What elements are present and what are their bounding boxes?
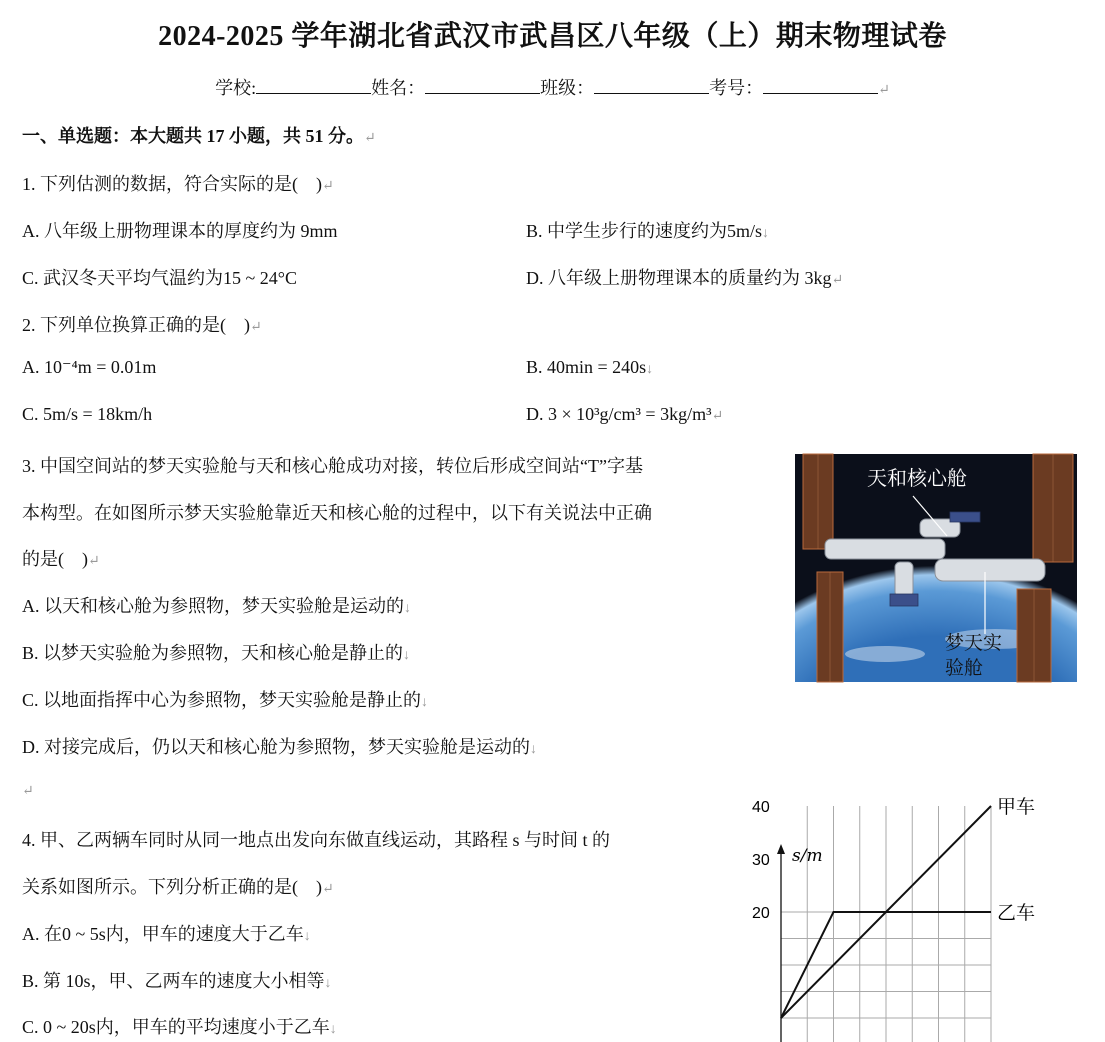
section-heading: 一、单选题：本大题共 17 小题，共 51 分。↵ xyxy=(22,126,376,146)
student-info-line xyxy=(0,74,1105,100)
question-4-stem-line-1: 4. 甲、乙两辆车同时从同一地点出发向东做直线运动，其路程 s 与时间 t 的 xyxy=(22,830,611,850)
name-blank xyxy=(425,79,540,94)
y-tick-label: 40 xyxy=(752,799,770,816)
y-tick-label: 30 xyxy=(752,852,770,869)
school-blank xyxy=(256,79,371,94)
empty-paragraph: ↵ xyxy=(22,784,34,799)
question-4-option-b: B. 第 10s，甲、乙两车的速度大小相等↓ xyxy=(22,971,332,991)
page-title: 2024-2025 学年湖北省武汉市武昌区八年级（上）期末物理试卷 xyxy=(158,21,947,52)
series-label-jia: 甲车 xyxy=(997,796,1036,818)
question-2-option-c: C. 5m/s = 18km/h xyxy=(22,404,153,424)
question-4-stem-line-2: 关系如图所示。下列分析正确的是( )↵ xyxy=(22,877,334,897)
question-3-option-a: A. 以天和核心舱为参照物，梦天实验舱是运动的↓ xyxy=(22,596,411,616)
school-label: 学校: xyxy=(215,78,257,98)
question-1-option-a: A. 八年级上册物理课本的厚度约为 9mm xyxy=(22,221,338,241)
name-label: 姓名： xyxy=(371,78,426,98)
question-4-option-a: A. 在0 ~ 5s内，甲车的速度大于乙车↓ xyxy=(22,924,311,944)
y-axis-arrow-icon xyxy=(777,844,785,854)
lab-module-label-line-1: 梦天实 xyxy=(945,632,1003,654)
return-mark: ↵ xyxy=(878,83,890,98)
series-label-yi: 乙车 xyxy=(997,902,1036,924)
class-blank xyxy=(594,79,709,94)
exam-no-blank xyxy=(763,79,878,94)
question-3-option-c: C. 以地面指挥中心为参照物，梦天实验舱是静止的↓ xyxy=(22,690,429,710)
core-module-label: 天和核心舱 xyxy=(867,466,967,490)
question-1-stem: 1. 下列估测的数据，符合实际的是( )↵ xyxy=(22,174,334,194)
question-3-stem-line-1: 3. 中国空间站的梦天实验舱与天和核心舱成功对接，转位后形成空间站“T”字基 xyxy=(22,456,643,476)
y-axis-label: s/m xyxy=(792,846,823,866)
question-3-option-b: B. 以梦天实验舱为参照物，天和核心舱是静止的↓ xyxy=(22,643,411,663)
lab-module-label-line-2: 验舱 xyxy=(945,657,984,679)
question-1-option-b: B. 中学生步行的速度约为5m/s↓ xyxy=(526,221,770,241)
question-2-option-a: A. 10⁻⁴m = 0.01m xyxy=(22,357,157,377)
question-2-option-d: D. 3 × 10³g/cm³ = 3kg/m³↵ xyxy=(526,404,724,424)
question-2-stem: 2. 下列单位换算正确的是( )↵ xyxy=(22,315,262,335)
question-3-stem-line-3: 的是( )↵ xyxy=(22,549,100,569)
space-station-photo xyxy=(795,454,1077,682)
y-tick-label: 20 xyxy=(752,905,770,922)
question-2-option-b: B. 40min = 240s↓ xyxy=(526,357,654,377)
question-3-stem-line-2: 本构型。在如图所示梦天实验舱靠近天和核心舱的过程中，以下有关说法中正确 xyxy=(22,503,652,523)
question-1-option-d: D. 八年级上册物理课本的质量约为 3kg↵ xyxy=(526,268,844,288)
question-3-option-d: D. 对接完成后，仍以天和核心舱为参照物，梦天实验舱是运动的↓ xyxy=(22,737,537,757)
s-t-graph xyxy=(740,796,1040,1042)
graph-grid xyxy=(781,806,991,1042)
question-1-option-c: C. 武汉冬天平均气温约为15 ~ 24°C xyxy=(22,268,297,288)
exam-no-label: 考号： xyxy=(709,78,764,98)
class-label: 班级： xyxy=(540,78,595,98)
question-4-option-c: C. 0 ~ 20s内，甲车的平均速度小于乙车↓ xyxy=(22,1017,337,1037)
